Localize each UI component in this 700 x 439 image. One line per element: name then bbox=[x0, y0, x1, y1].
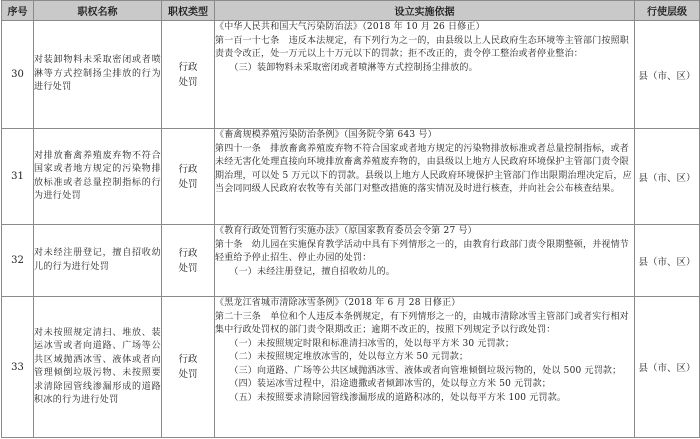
row-type-line2: 处罚 bbox=[178, 369, 198, 380]
header-type: 职权类型 bbox=[162, 1, 215, 21]
row-level: 县（市、区） bbox=[635, 21, 700, 129]
basis-item: （四）装运冰雪过程中，沿途遗撒或者倾卸冰雪的，处以每立方米 50 元罚款； bbox=[229, 379, 551, 389]
row-seq: 33 bbox=[2, 297, 34, 438]
row-level: 县（市、区） bbox=[635, 297, 700, 438]
header-row bbox=[2, 1, 700, 21]
basis-article: 第二十三条 单位和个人违反本条例规定，有下列情形之一的，由城市清除冰雪主管部门或者实行相对集中行政处罚权的部门责令限期改正；逾期不改正的，按照下列规定予以行政处罚： bbox=[215, 311, 630, 335]
basis-article: 第一百一十七条 违反本法规定，有下列行为之一的，由县级以上人民政府生态环境等主管部门按照职责责令改正，处一万元以上十万元以下的罚款；拒不改正的，责令停工整治或者停业整治： bbox=[215, 35, 630, 59]
row-type-line1: 行政 bbox=[178, 163, 198, 175]
header-seq: 序号 bbox=[2, 1, 34, 21]
basis-source: 《中华人民共和国大气污染防治法》（2018 年 10 月 26 日修正） bbox=[215, 22, 485, 32]
row-type-line1: 行政 bbox=[178, 247, 198, 259]
basis-item: （二）未按照规定堆放冰雪的，处以每立方米 50 元罚款； bbox=[229, 352, 469, 362]
row-type-line1: 行政 bbox=[178, 61, 198, 73]
basis-item: （一）未经注册登记，擅自招收幼儿的。 bbox=[229, 266, 395, 277]
row-type-line2: 处罚 bbox=[178, 262, 198, 274]
row-level: 县（市、区） bbox=[635, 225, 700, 297]
table-row bbox=[2, 297, 700, 438]
basis-item: （三）装卸物料未采取密闭或者喷淋等方式控制扬尘排放的。 bbox=[229, 62, 478, 73]
header-name: 职权名称 bbox=[34, 1, 162, 21]
row-name: 对装卸物料未采取密闭或者喷淋等方式控制扬尘排放的行为进行处罚 bbox=[34, 21, 162, 129]
authority-table bbox=[1, 0, 700, 438]
row-type-line1: 行政 bbox=[178, 354, 198, 365]
basis-source: 《教育行政处罚暂行实施办法》（原国家教育委员会令第 27 号） bbox=[215, 226, 477, 236]
basis-article: 第十条 幼儿园在实施保育教学活动中具有下列情形之一的，由教育行政部门责令限期整顿，并视情节轻重给予停止招生、停止办园的处罚： bbox=[215, 239, 630, 263]
row-type bbox=[162, 225, 215, 297]
row-basis bbox=[215, 21, 635, 129]
basis-article: 第四十一条 排放畜禽养殖废弃物不符合国家或者地方规定的污染物排放标准或者总量控制指标，或者未经无害化处理直接向环境排放畜禽养殖废弃物的，由县级以上地方人民政府环境保护主管部门责令限期治理，可以处 5 万元以下的罚款。县级以上地方人民政府环境保护主管部门作出限期治理决定后，应当会同同级人民政府农牧等有关部门对整改措施的落实情况及时进行核查，并向社会公布核查结果。 bbox=[215, 143, 632, 194]
row-seq: 32 bbox=[2, 225, 34, 297]
row-basis bbox=[215, 297, 635, 438]
row-type-line2: 处罚 bbox=[178, 178, 198, 190]
table-row bbox=[2, 129, 700, 225]
row-name: 对未经注册登记，擅自招收幼儿的行为进行处罚 bbox=[34, 225, 162, 297]
basis-item: （一）未按照规定时限和标准清扫冰雪的，处以每平方米 30 元罚款； bbox=[229, 338, 515, 349]
basis-item: （五）未按照要求清除园管线渗漏形成的道路积冰的，处以每平方米 100 元罚款。 bbox=[229, 392, 567, 403]
basis-item: （三）向道路、广场等公共区域抛洒冰雪、液体或者向管堆倾倒垃圾污物的，处以 500 元罚款； bbox=[229, 365, 622, 376]
table-row bbox=[2, 21, 700, 129]
row-seq: 30 bbox=[2, 21, 34, 129]
row-name: 对排放畜禽养殖废弃物不符合国家或者地方规定的污染物排放标准或者总量控制指标的行为进行处罚 bbox=[34, 129, 162, 225]
row-type-line2: 处罚 bbox=[178, 76, 198, 88]
table-row bbox=[2, 225, 700, 297]
basis-source: 《畜禽规模养殖污染防治条例》（国务院令第 643 号） bbox=[215, 130, 437, 140]
row-seq: 31 bbox=[2, 129, 34, 225]
row-type bbox=[162, 297, 215, 438]
header-level: 行使层级 bbox=[635, 1, 700, 21]
row-type bbox=[162, 21, 215, 129]
header-basis: 设立实施依据 bbox=[215, 1, 635, 21]
row-basis bbox=[215, 225, 635, 297]
basis-source: 《黑龙江省城市清除冰雪条例》（2018 年 6 月 28 日修正） bbox=[215, 298, 461, 308]
row-name: 对未按照规定清扫、堆放、装运冰雪或者向道路、广场等公共区域抛洒冰雪、液体或者向管理倾倒垃圾污物、未按照要求清除园管线渗漏形成的道路积冰的行为进行处罚 bbox=[34, 297, 162, 438]
row-basis bbox=[215, 129, 635, 225]
row-level: 县（市、区） bbox=[635, 129, 700, 225]
row-type bbox=[162, 129, 215, 225]
